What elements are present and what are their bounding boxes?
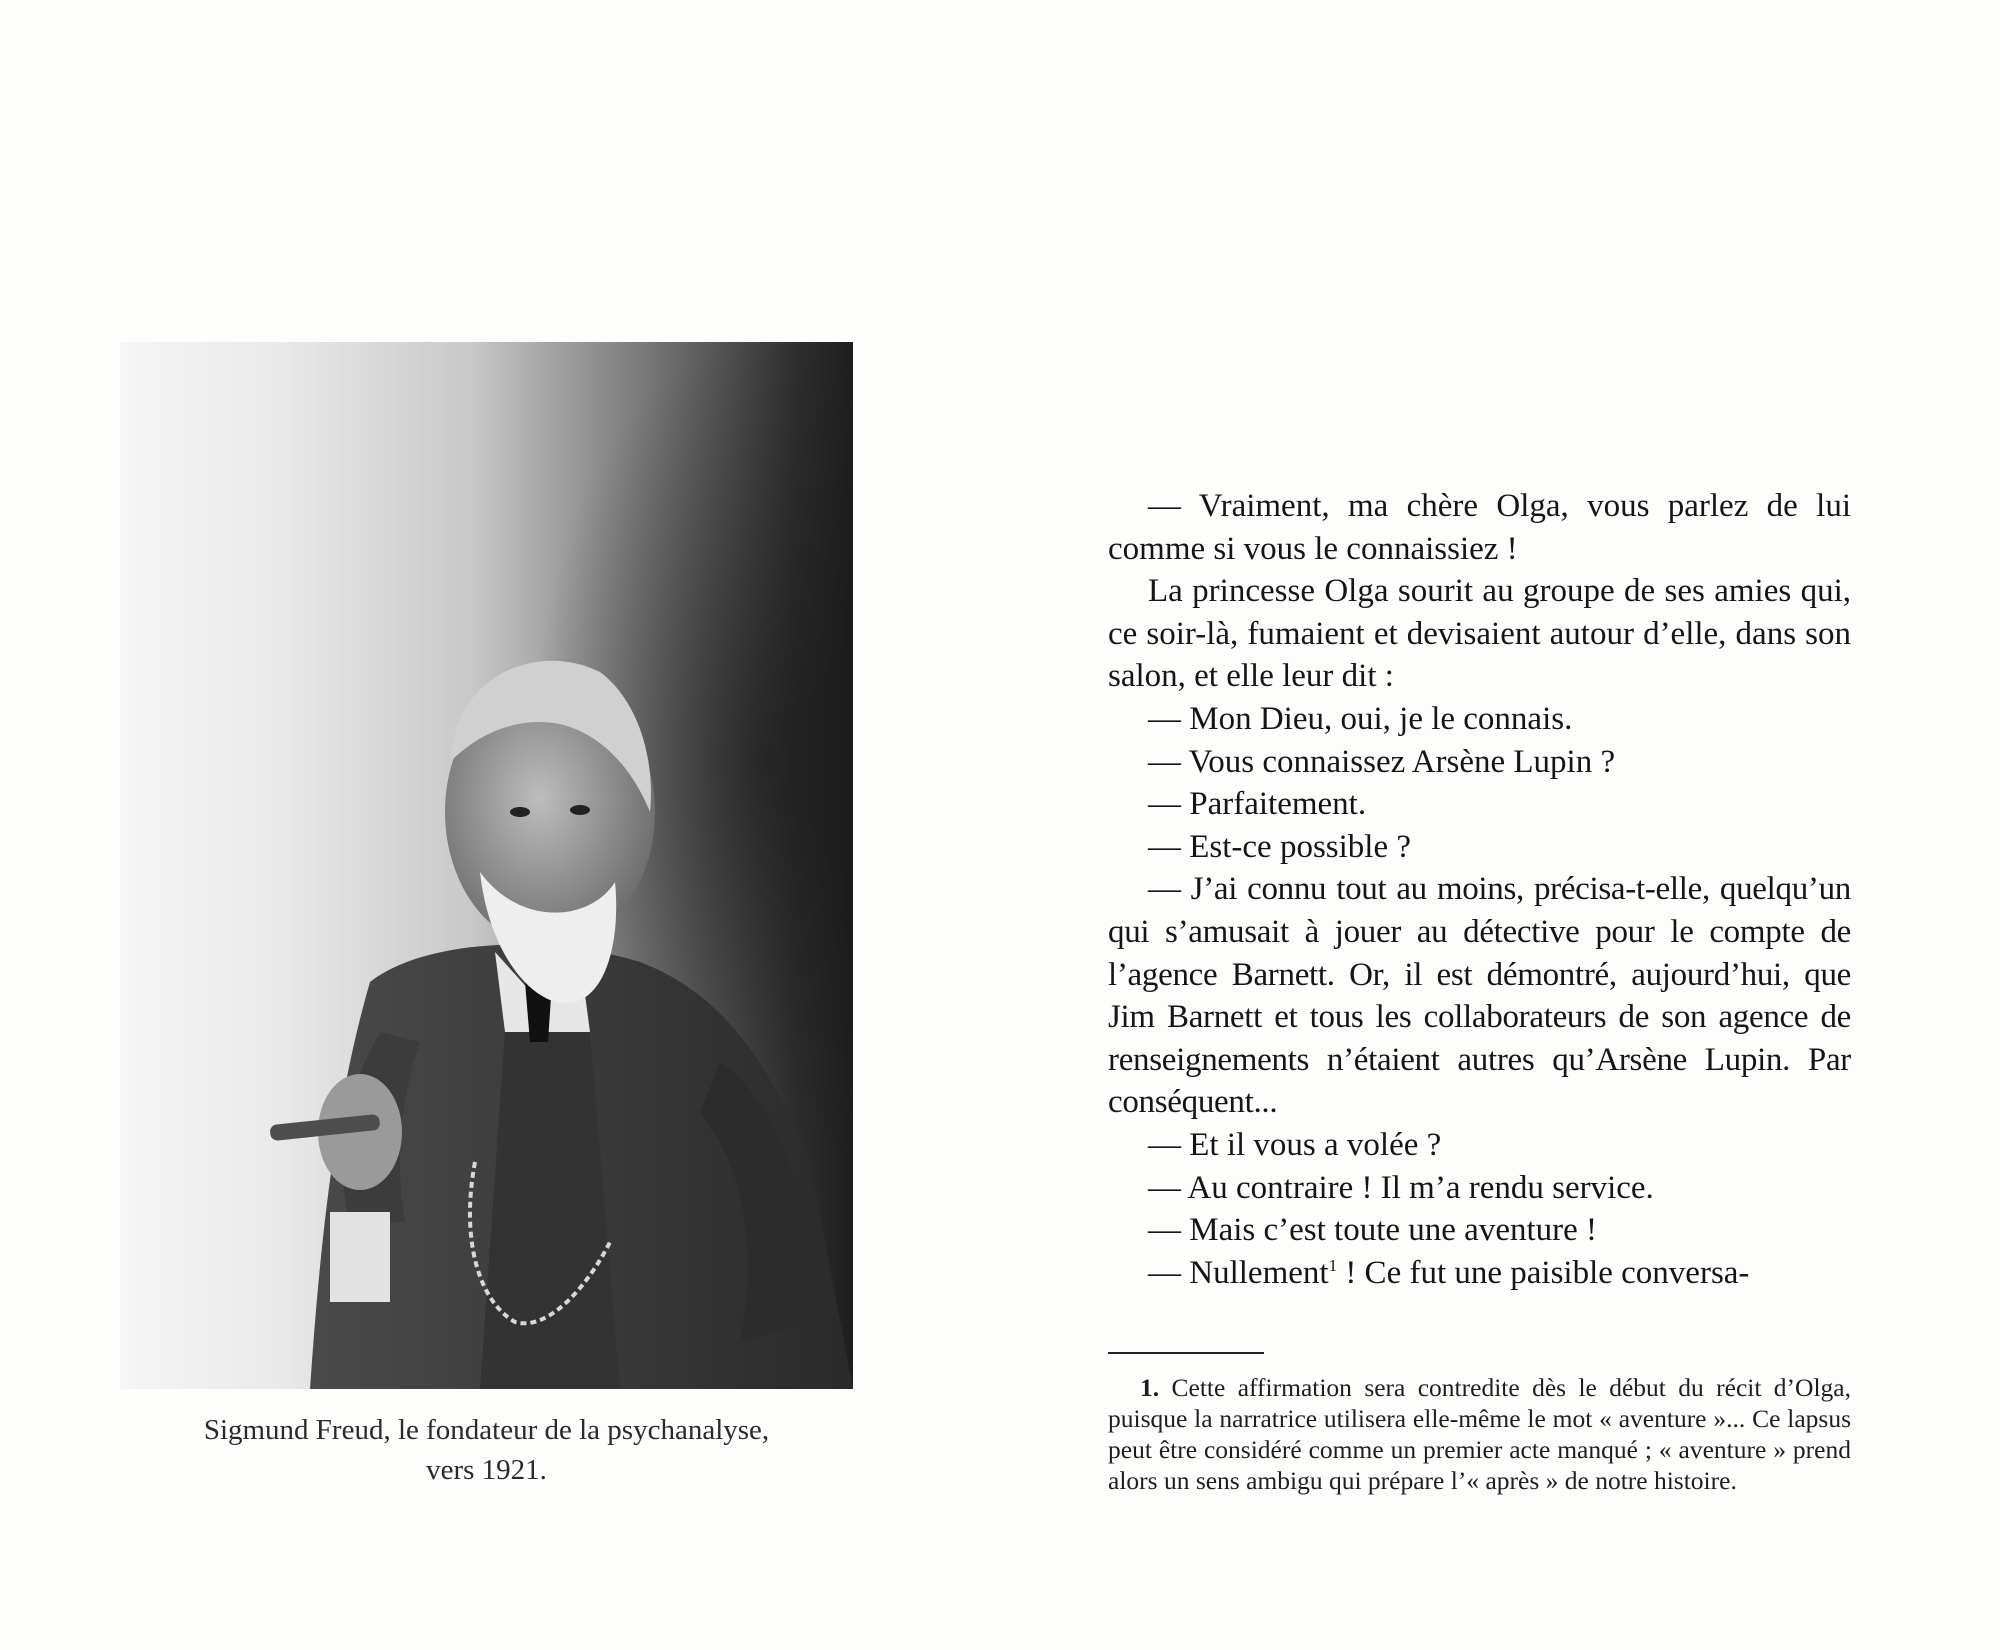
paragraph-last	[1108, 1252, 1851, 1295]
paragraph: — Vous connaissez Arsène Lupin ?	[1148, 743, 1616, 780]
footnote-reference: 1	[1328, 1255, 1338, 1275]
paragraph: — Est-ce possible ?	[1148, 828, 1412, 865]
paragraph: — Et il vous a volée ?	[1148, 1126, 1442, 1163]
footnote	[1108, 1372, 1851, 1496]
caption-line-1: Sigmund Freud, le fondateur de la psychanalyse,	[203, 1414, 770, 1446]
paragraph: — Mais c’est toute une aventure !	[1148, 1212, 1598, 1249]
footnote-rule	[1108, 1352, 1264, 1354]
paragraph: — Au contraire ! Il m’a rendu service.	[1148, 1169, 1654, 1206]
photo-caption	[120, 1410, 853, 1490]
freud-portrait-photo	[120, 342, 853, 1389]
last-line-end: ! Ce fut une paisible conversa-	[1337, 1254, 1750, 1291]
body-text	[1108, 485, 1851, 1294]
paragraph: — Vraiment, ma chère Olga, vous parlez de lui comme si vous le connaissiez !	[1108, 488, 1851, 567]
portrait-figure	[120, 342, 853, 1389]
paragraph: La princesse Olga sourit au groupe de ses amies qui, ce soir-là, fumaient et devisaient autour d’elle, dans son salon, et elle leur dit :	[1108, 573, 1851, 695]
footnote-number: 1.	[1140, 1373, 1160, 1402]
paragraph: — Parfaitement.	[1148, 786, 1367, 823]
paragraph: — Mon Dieu, oui, je le connais.	[1148, 700, 1573, 737]
last-line-start: — Nullement	[1148, 1254, 1329, 1291]
paragraph: — J’ai connu tout au moins, précisa-t-elle, quelqu’un qui s’amusait à jouer au détective pour le compte de l’agence Barnett. Or, il est démontré, aujourd’hui, que Jim Barnett et tous les collaborateurs de son agence de renseignements n’étaient autres qu’Arsène Lupin. Par conséquent...	[1108, 871, 1851, 1121]
caption-line-2: vers 1921.	[426, 1454, 547, 1486]
footnote-text: Cette affirmation sera contredite dès le début du récit d’Olga, puisque la narratrice utilisera elle-même le mot « aventure »... Ce lapsus peut être considéré comme un premier acte manqué ; « aventure » prend alors un sens ambigu qui prépare l’« après » de notre histoire.	[1108, 1373, 1851, 1495]
